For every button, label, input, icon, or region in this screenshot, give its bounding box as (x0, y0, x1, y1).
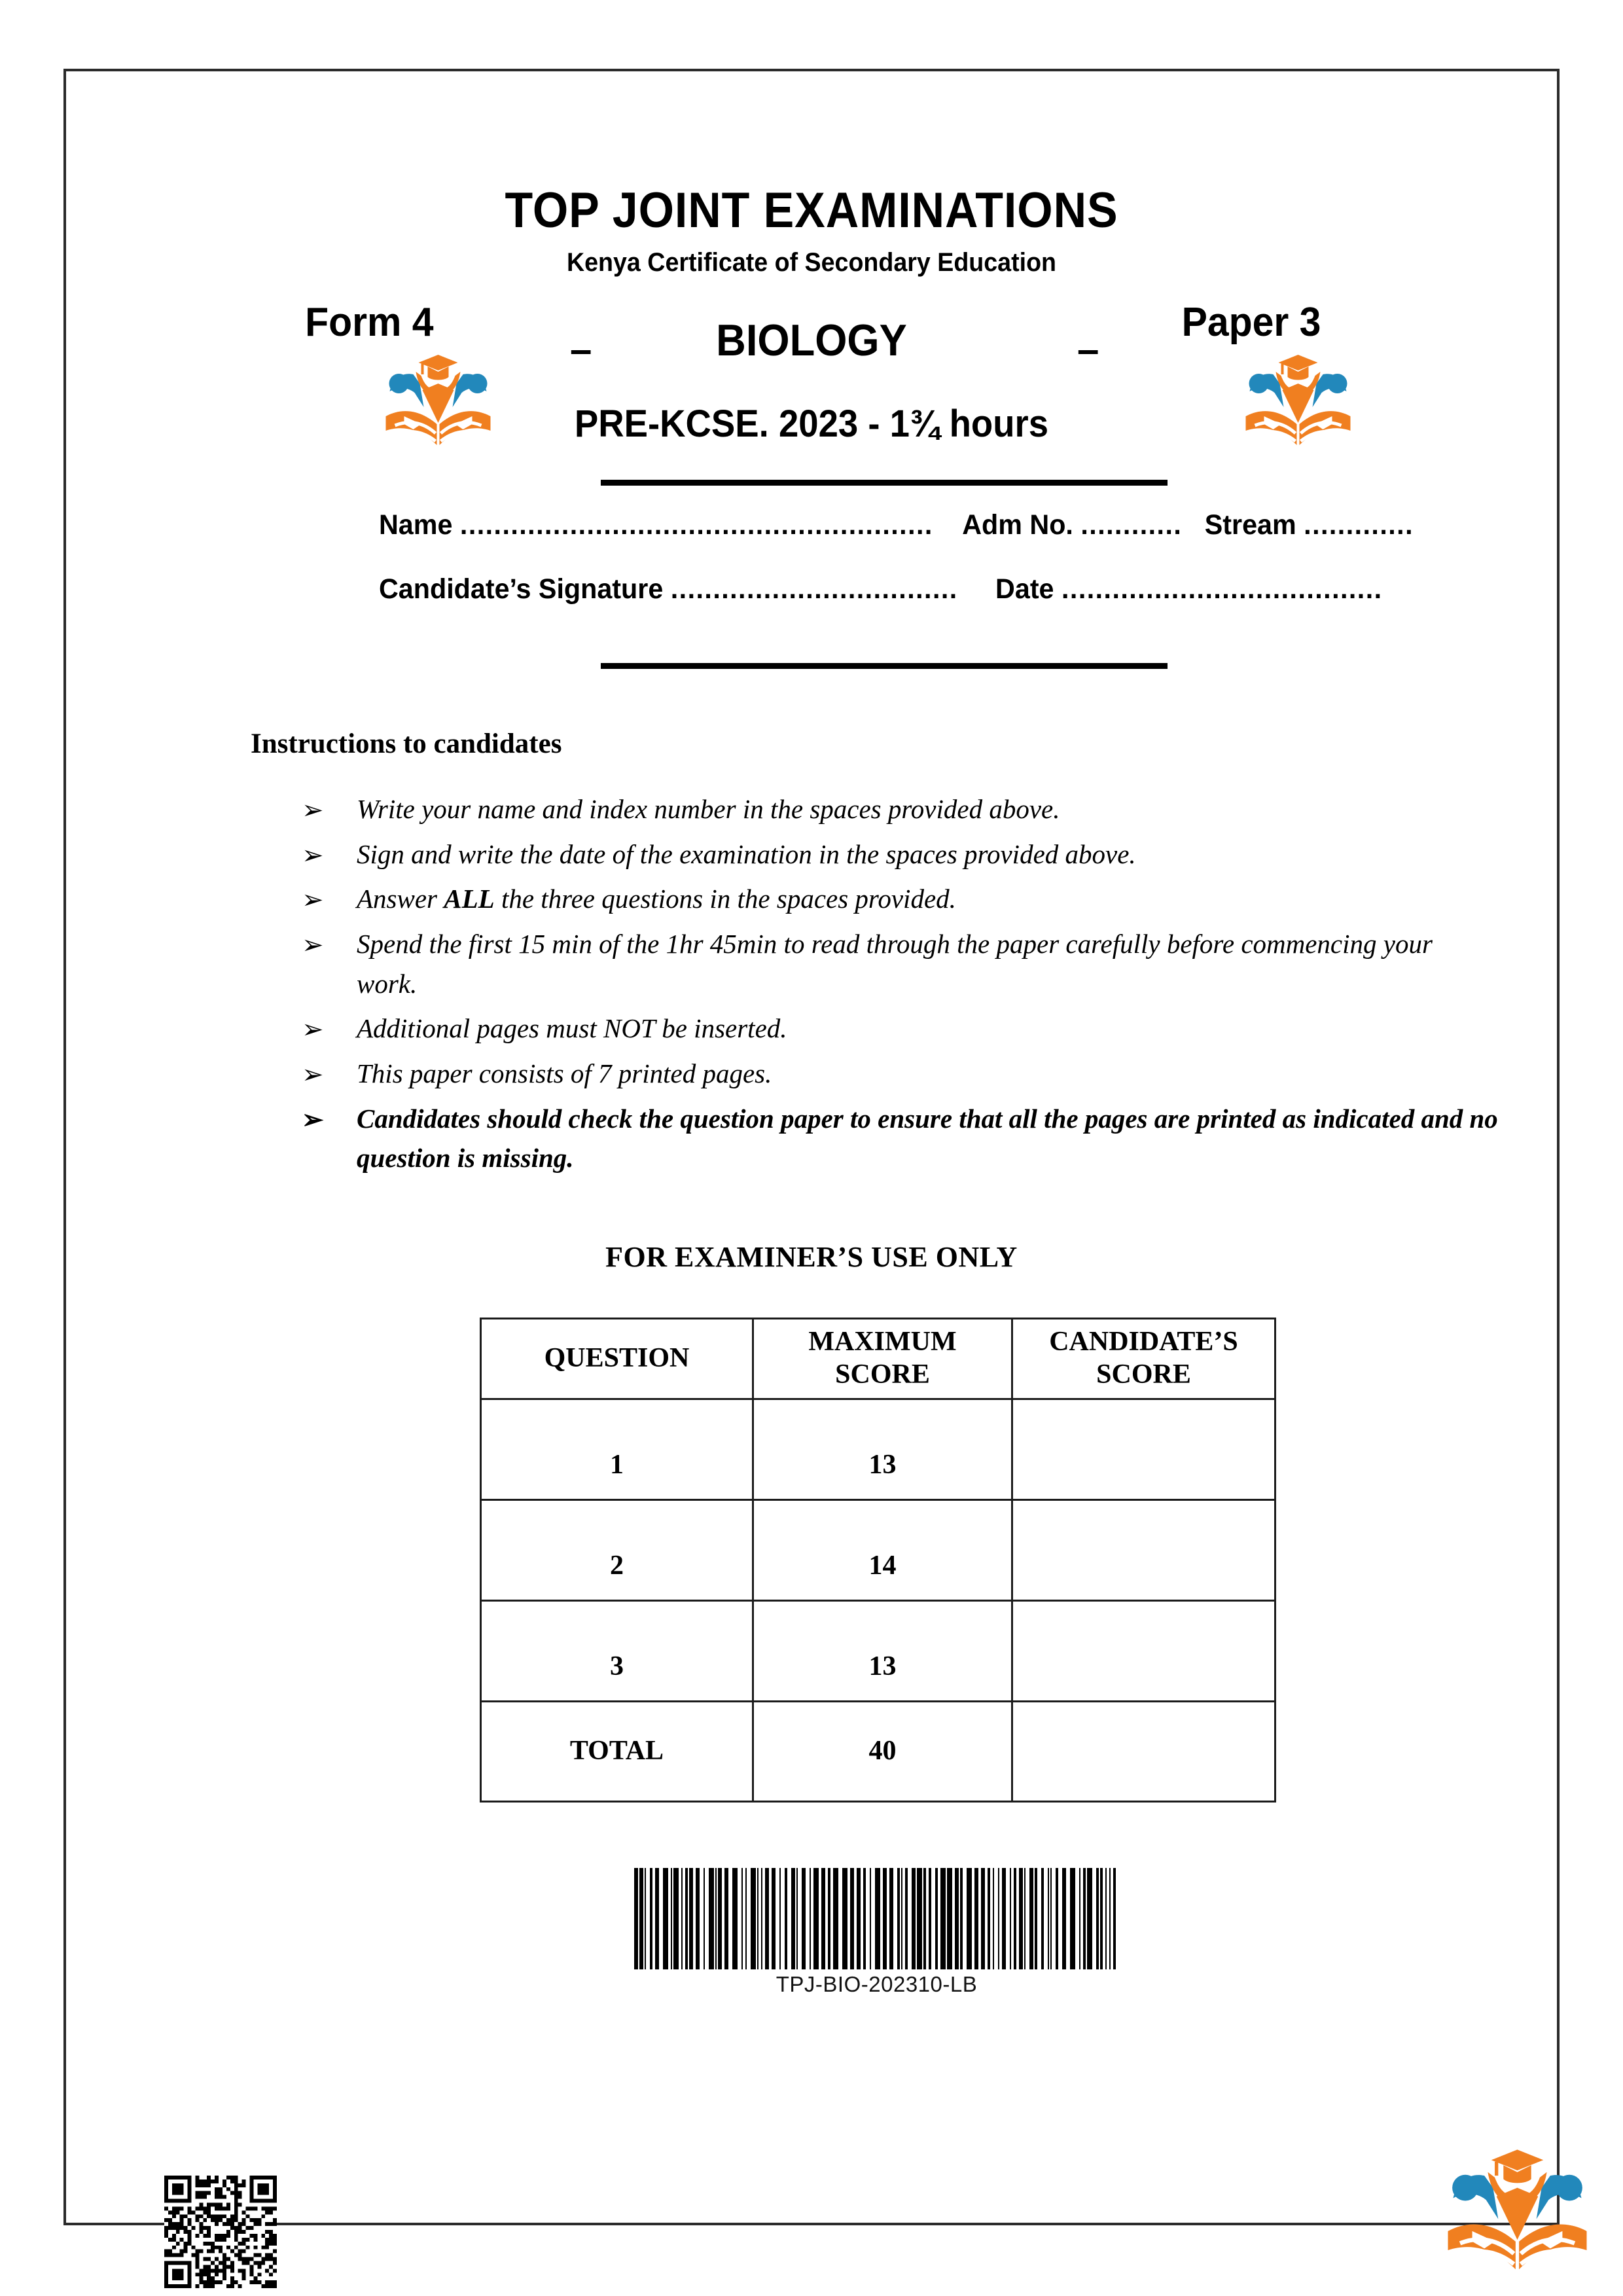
instruction-text: Additional pages must NOT be inserted. (357, 1013, 787, 1044)
maximum-score-cell: 40 (753, 1702, 1012, 1802)
marks-table (480, 1318, 1276, 1803)
instruction-item (302, 1054, 1499, 1094)
signature-field-line (379, 575, 1409, 607)
maximum-score-cell: 13 (753, 1601, 1012, 1702)
signature-input[interactable]: .................................. (670, 573, 958, 605)
maximum-score-cell: 13 (753, 1399, 1012, 1500)
candidate-score-cell[interactable] (1012, 1601, 1275, 1702)
bullet-arrow-icon: ➢ (302, 1104, 324, 1134)
question-cell: 2 (481, 1500, 753, 1601)
instruction-item (302, 1009, 1499, 1049)
form-label: Form 4 (305, 300, 434, 345)
signature-label: Candidate’s Signature (379, 573, 664, 605)
date-input[interactable]: ...................................... (1061, 573, 1383, 605)
header-divider-bottom (601, 663, 1168, 669)
candidate-score-cell[interactable] (1012, 1500, 1275, 1601)
date-label: Date (995, 573, 1054, 605)
graduation-book-logo-icon (371, 343, 505, 448)
name-label: Name (379, 509, 453, 541)
name-input[interactable]: ........................................................ (459, 509, 933, 541)
table-row (481, 1601, 1275, 1702)
table-row (481, 1702, 1275, 1802)
instruction-text: Spend the first 15 min of the 1hr 45min to read through the paper carefully before commencing your work. (357, 929, 1433, 999)
instruction-text: This paper consists of 7 printed pages. (357, 1058, 772, 1089)
table-row (481, 1500, 1275, 1601)
page-border (63, 69, 1560, 2225)
examiner-use-heading: FOR EXAMINER’S USE ONLY (605, 1241, 1018, 1273)
maximum-score-cell: 14 (753, 1500, 1012, 1601)
stream-input[interactable]: ............. (1304, 509, 1414, 541)
header-divider-top (601, 480, 1168, 486)
column-header-candidate-score: CANDIDATE’S SCORE (1012, 1319, 1275, 1399)
column-header-maximum-score: MAXIMUM SCORE (753, 1319, 1012, 1399)
bullet-arrow-icon: ➢ (302, 885, 324, 915)
paper-meta: PRE-KCSE. 2023 - 1¾ hours (574, 403, 1049, 445)
dash-left: – (570, 327, 592, 371)
instruction-item (302, 924, 1499, 1003)
question-cell: 3 (481, 1601, 753, 1702)
instruction-item (302, 879, 1499, 919)
adm-no-label: Adm No. (962, 509, 1073, 541)
adm-no-input[interactable]: ............ (1080, 509, 1183, 541)
candidate-score-cell[interactable] (1012, 1702, 1275, 1802)
qr-code-icon (164, 2176, 277, 2288)
candidate-details (379, 509, 1414, 607)
bullet-arrow-icon: ➢ (302, 1060, 324, 1090)
instruction-text: Write your name and index number in the spaces provided above. (357, 794, 1060, 824)
graduation-book-logo-icon (1431, 2123, 1604, 2284)
table-row (481, 1399, 1275, 1500)
bullet-arrow-icon: ➢ (302, 795, 324, 825)
instruction-text: Sign and write the date of the examination in the spaces provided above. (357, 838, 1136, 869)
bullet-arrow-icon: ➢ (302, 1014, 324, 1045)
subject-label: BIOLOGY (716, 315, 907, 365)
instruction-item (302, 789, 1499, 829)
table-header-row (481, 1319, 1275, 1399)
bullet-arrow-icon: ➢ (302, 930, 324, 960)
instruction-item (302, 834, 1499, 874)
column-header-question: QUESTION (481, 1319, 753, 1399)
candidate-score-cell[interactable] (1012, 1399, 1275, 1500)
name-field-line (379, 509, 1414, 543)
dash-right: – (1077, 327, 1099, 371)
paper-label: Paper 3 (1181, 300, 1321, 345)
instructions-list (302, 789, 1499, 1183)
instruction-item (302, 1099, 1499, 1178)
graduation-book-logo-icon (1231, 343, 1365, 448)
exam-subtitle: Kenya Certificate of Secondary Education (566, 248, 1057, 277)
instruction-text: Answer ALL the three questions in the spaces provided. (357, 884, 956, 914)
barcode-label: TPJ-BIO-202310-LB (776, 1972, 978, 1996)
question-cell: TOTAL (481, 1702, 753, 1802)
exam-title: TOP JOINT EXAMINATIONS (505, 183, 1118, 238)
question-cell: 1 (481, 1399, 753, 1500)
code128-barcode-icon (633, 1868, 1120, 1969)
stream-label: Stream (1204, 509, 1296, 541)
instructions-heading: Instructions to candidates (251, 728, 562, 759)
instruction-text: Candidates should check the question paper to ensure that all the pages are printed as indicated and no question is missing. (357, 1103, 1498, 1174)
barcode-block (633, 1868, 1120, 1997)
bullet-arrow-icon: ➢ (302, 840, 324, 870)
